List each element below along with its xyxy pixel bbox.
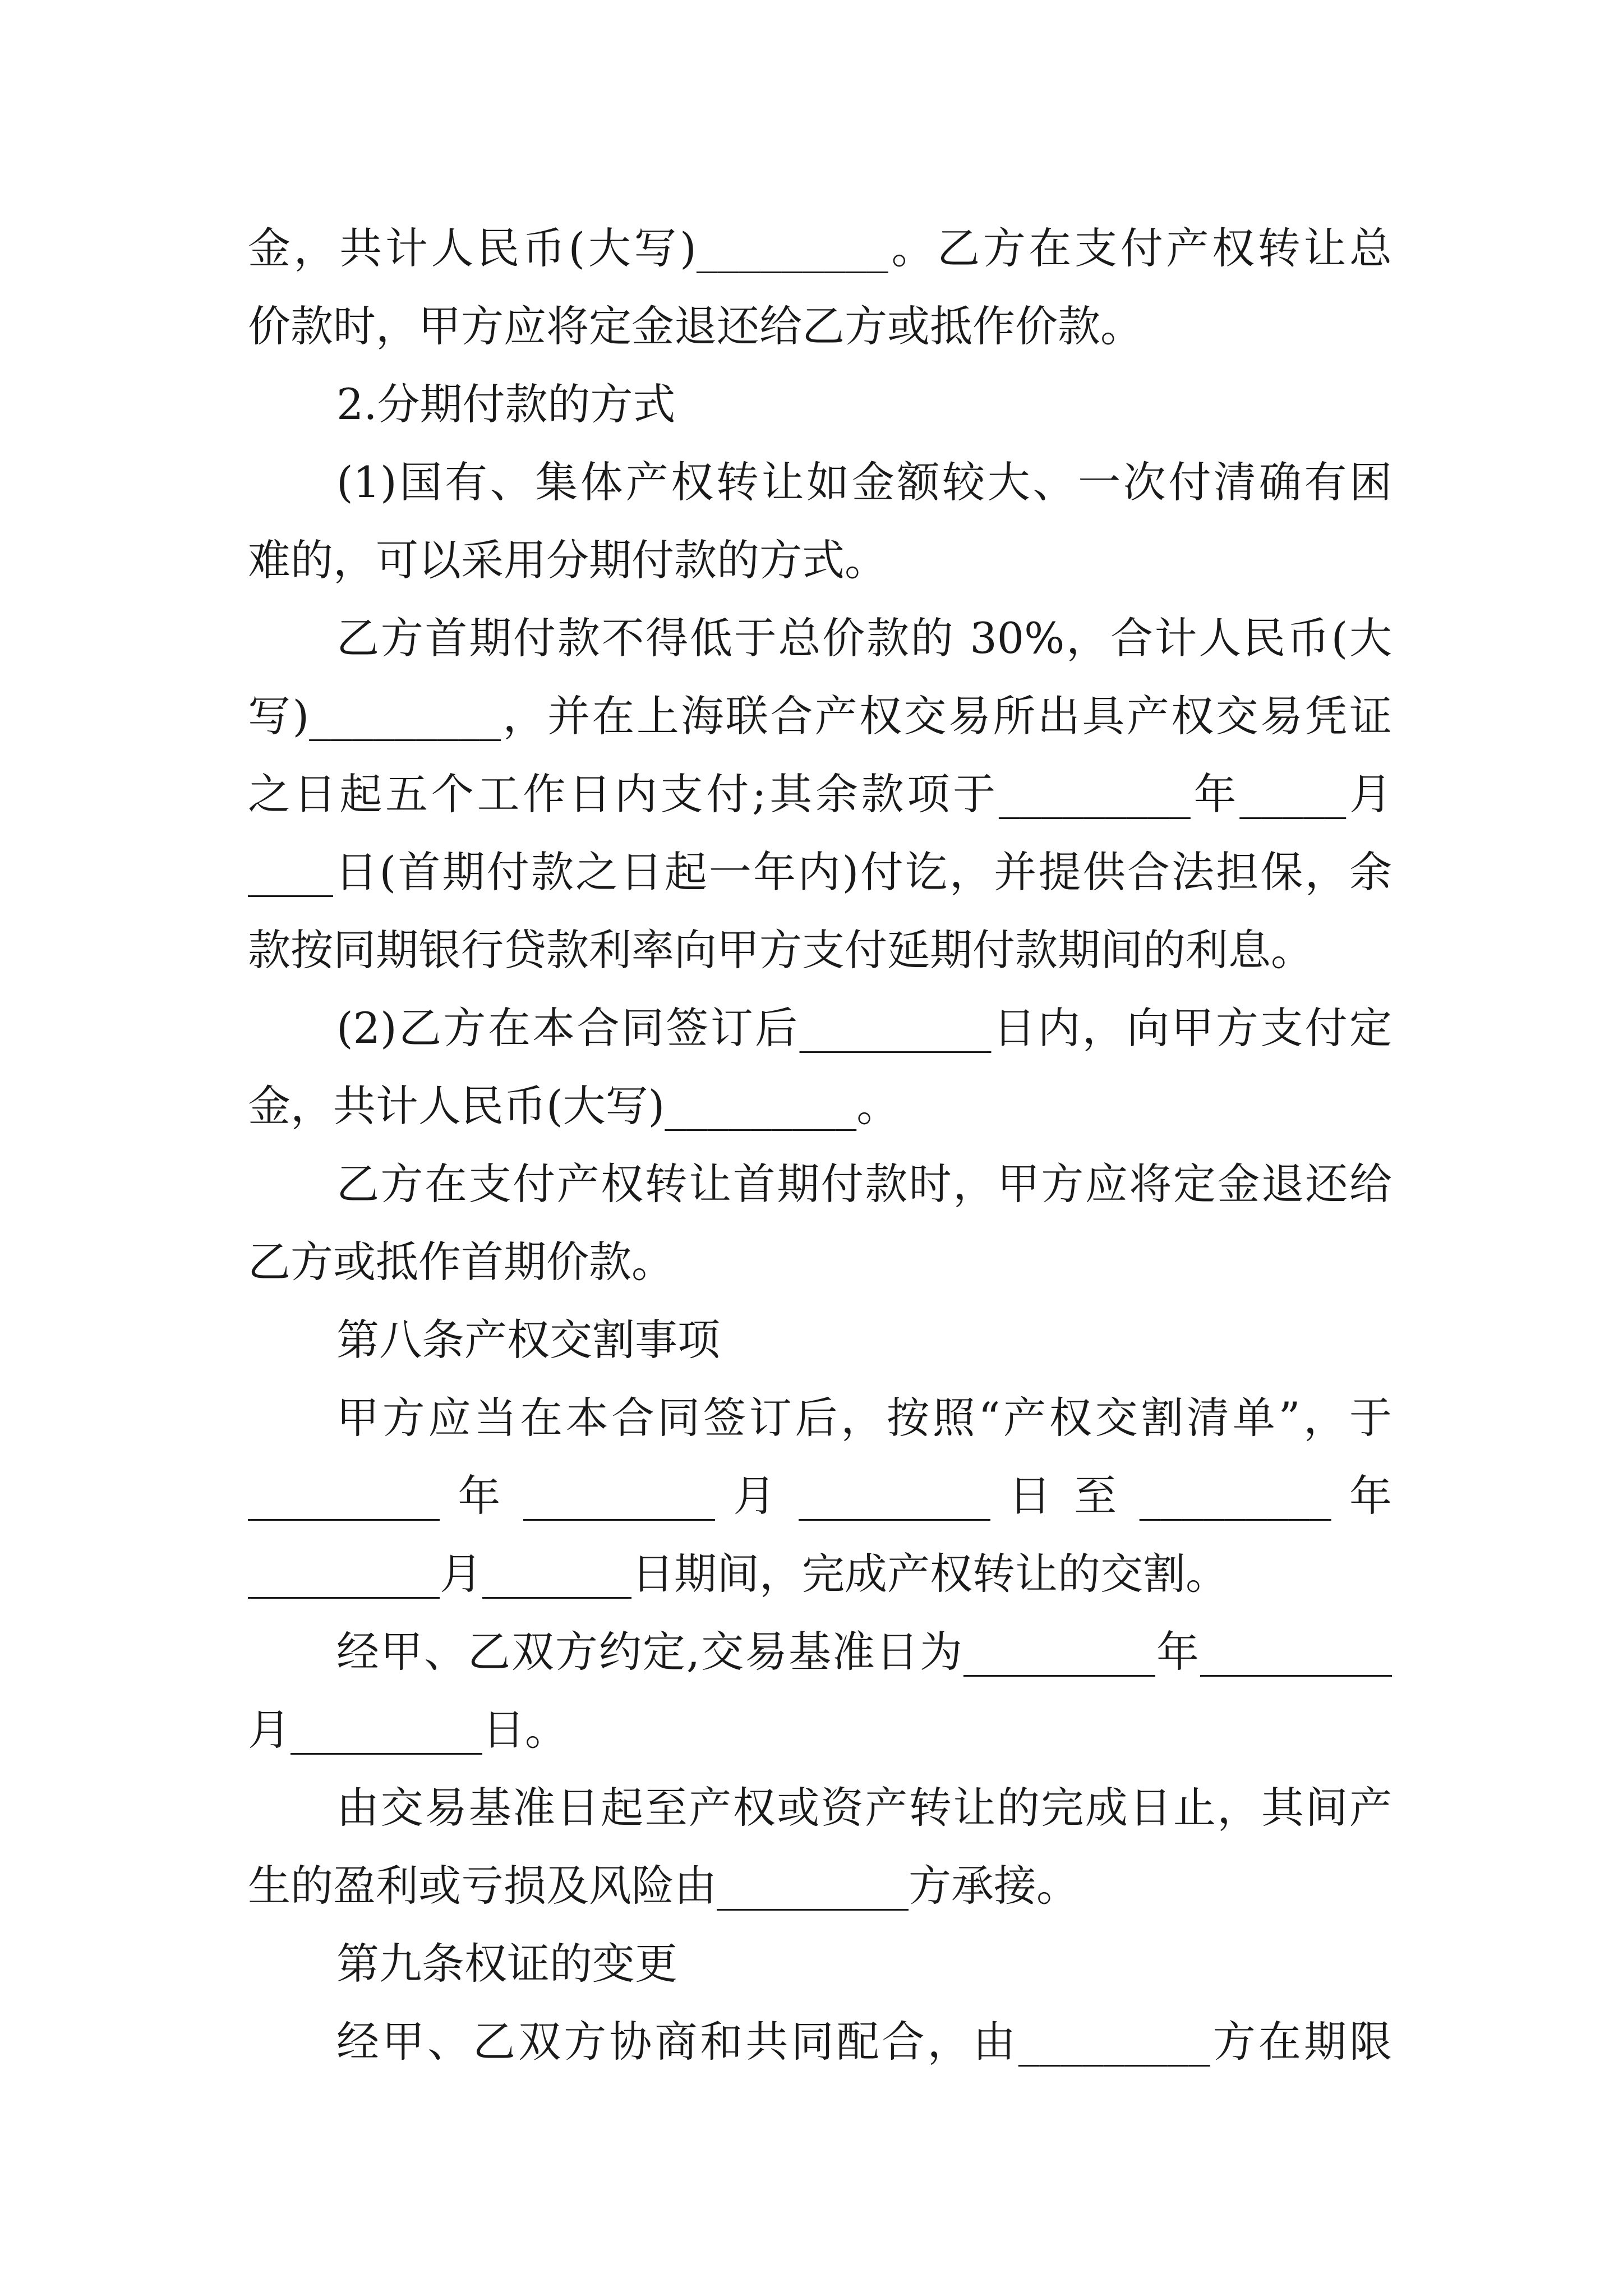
text-line: 经甲、乙双方约定,交易基准日为_________年_________ [336,1627,1392,1677]
text-line: 乙方或抵作首期价款。 [248,1237,674,1287]
text-line: 甲方应当在本合同签订后，按照“产权交割清单”，于 [336,1393,1392,1443]
text-line: 金，共计人民币(大写)_________。乙方在支付产权转让总 [248,223,1392,273]
text-line: 写)_________，并在上海联合产权交易所出具产权交易凭证 [248,691,1392,741]
text-line: (1)国有、集体产权转让如金额较大、一次付清确有困 [336,457,1392,507]
article-heading: 第八条产权交割事项 [336,1315,720,1365]
text-line: ____日(首期付款之日起一年内)付讫，并提供合法担保，余 [248,847,1392,897]
text-line: 难的，可以采用分期付款的方式。 [248,535,887,585]
text-line: _________ 年 _________ 月 _________ 日 至 _________ 年 [248,1471,1392,1521]
text-line: 月_________日。 [248,1705,568,1755]
text-line: 经甲、乙双方协商和共同配合，由_________方在期限 [336,2017,1392,2067]
text-line: 乙方首期付款不得低于总价款的 30%，合计人民币(大 [336,613,1392,663]
text-line: (2)乙方在本合同签订后_________日内，向甲方支付定 [336,1003,1392,1053]
text-line: 金，共计人民币(大写)_________。 [248,1081,900,1131]
text-line: 乙方在支付产权转让首期付款时，甲方应将定金退还给 [336,1159,1392,1209]
text-line: 款按同期银行贷款利率向甲方支付延期付款期间的利息。 [248,925,1313,975]
text-line: 价款时，甲方应将定金退还给乙方或抵作价款。 [248,301,1143,351]
text-line: 生的盈利或亏损及风险由_________方承接。 [248,1861,1079,1911]
text-line: 之日起五个工作日内支付;其余款项于_________年_____月 [248,769,1392,819]
text-line: 由交易基准日起至产权或资产转让的完成日止，其间产 [336,1783,1392,1833]
section-heading: 2.分期付款的方式 [336,379,676,429]
article-heading: 第九条权证的变更 [336,1939,677,1989]
text-line: _________月_______日期间，完成产权转让的交割。 [248,1549,1228,1599]
